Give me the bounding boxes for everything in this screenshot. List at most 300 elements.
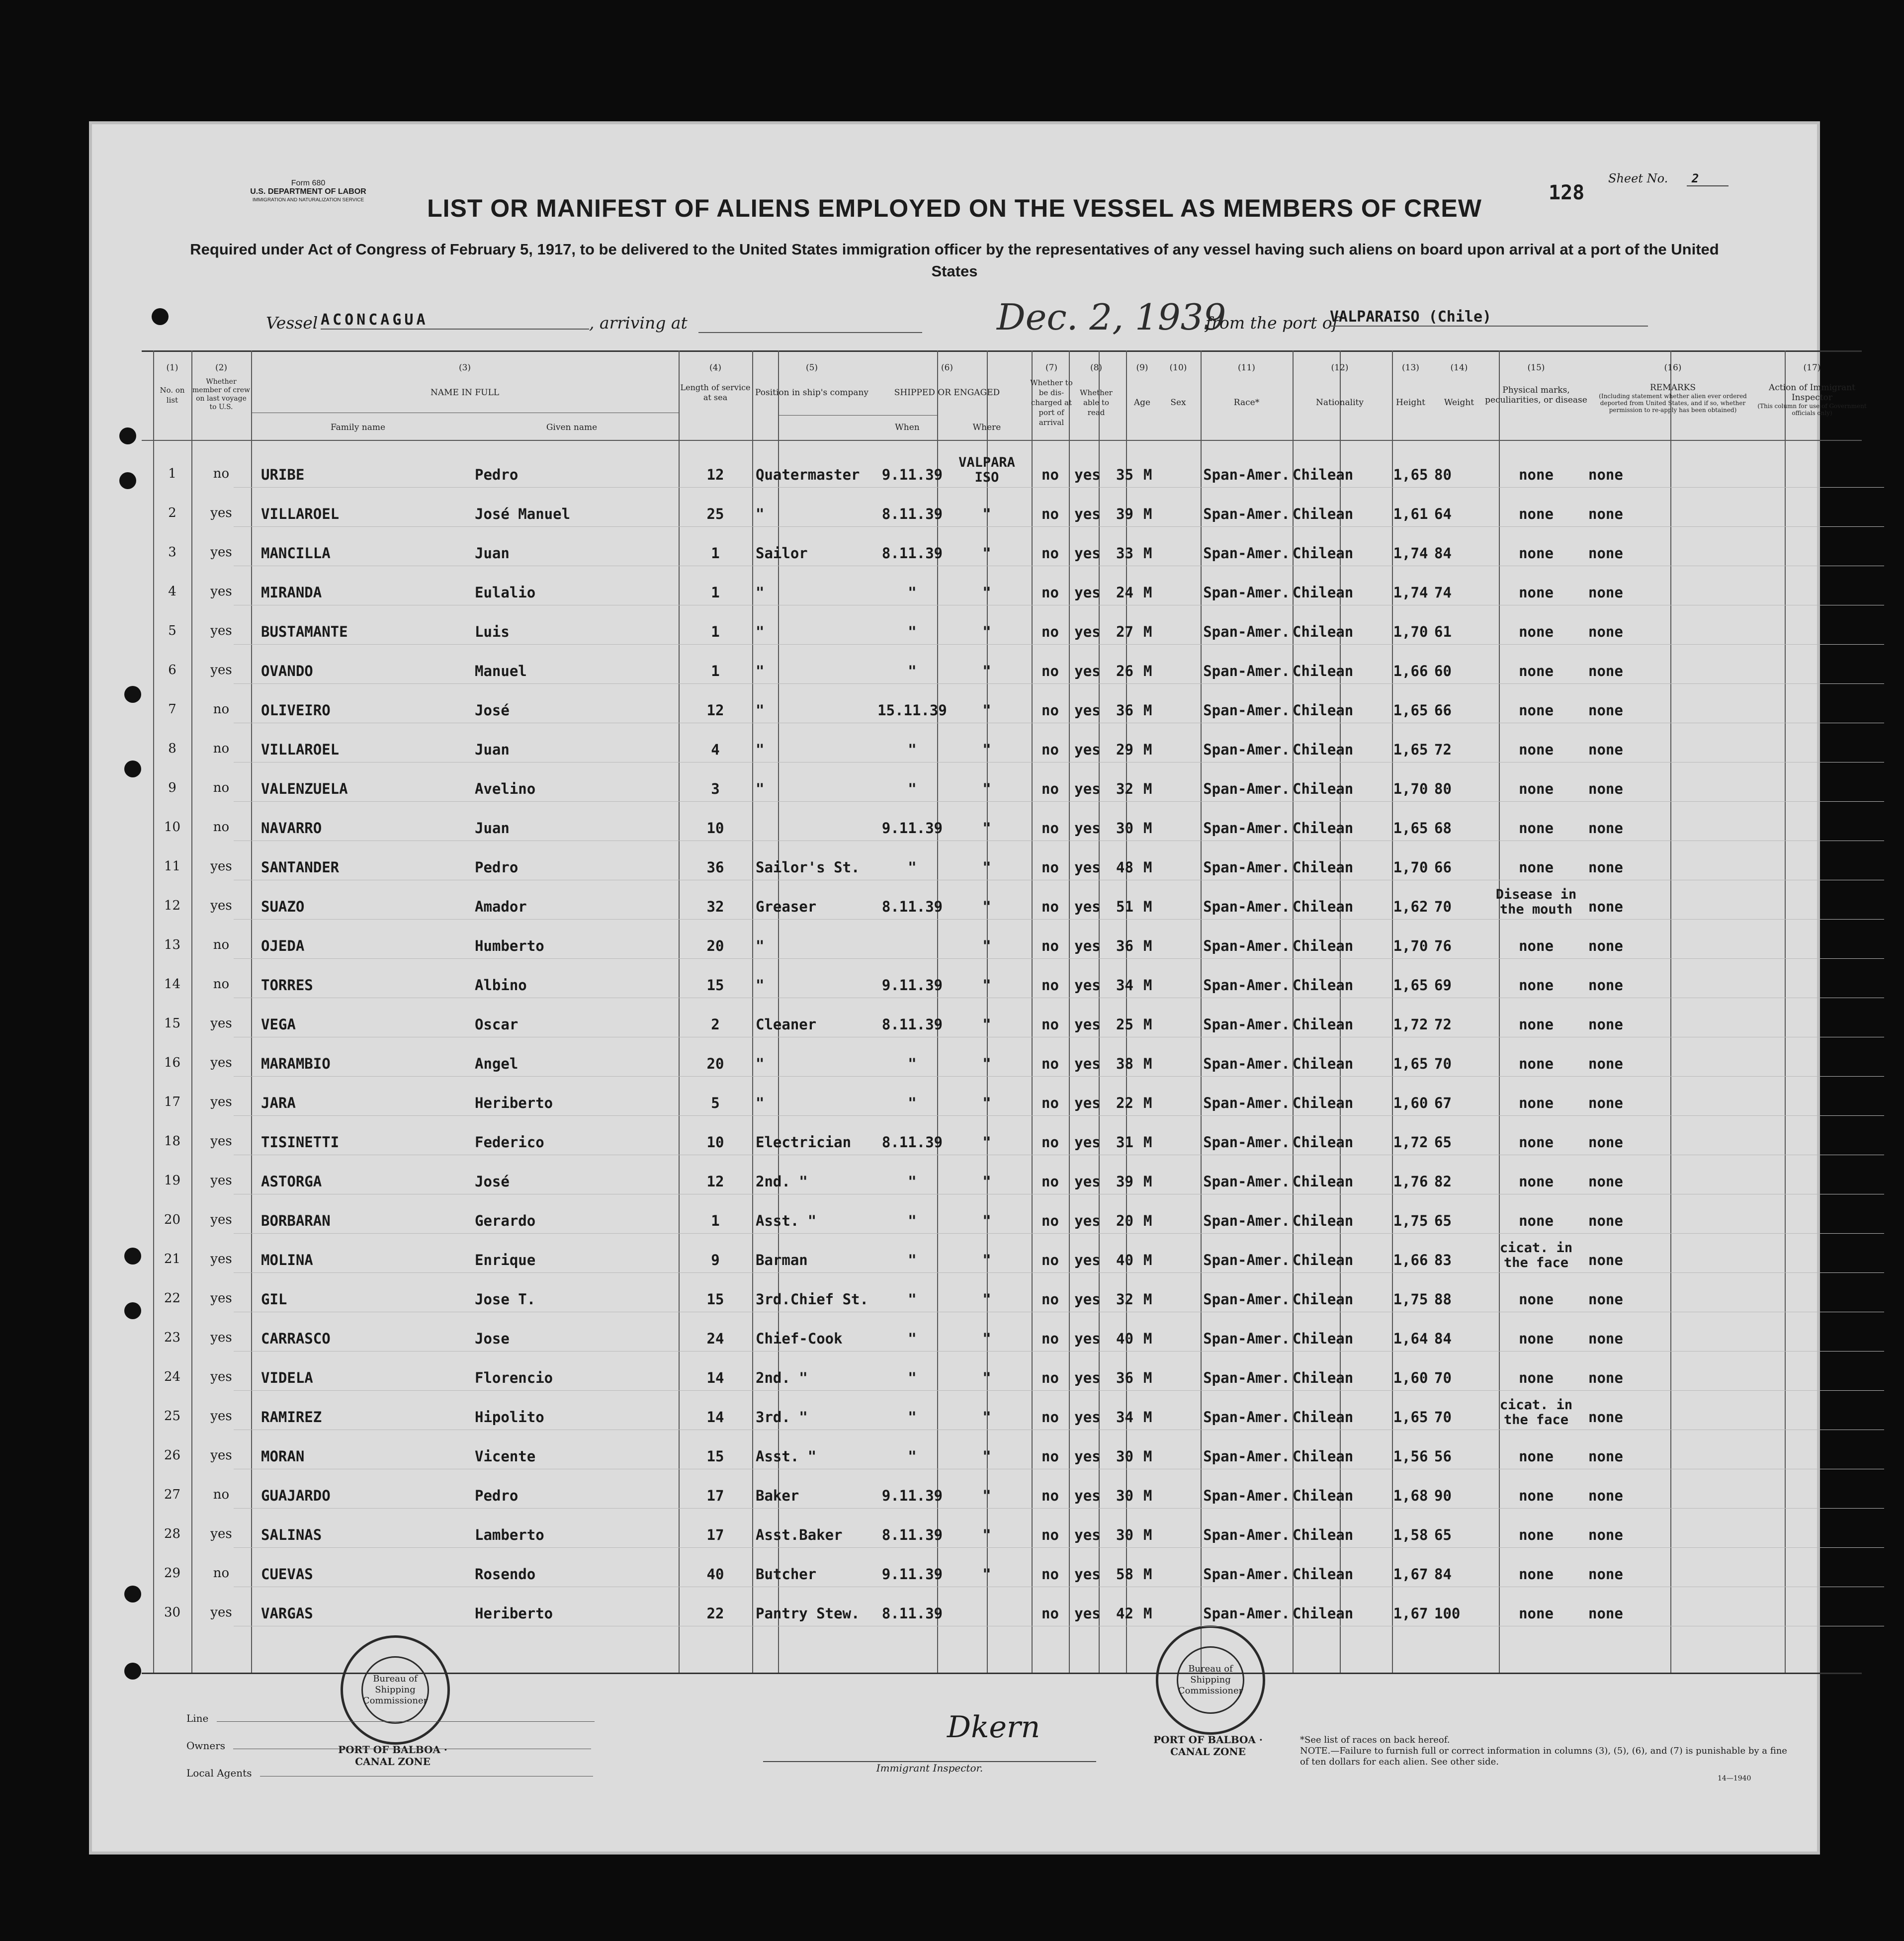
race-cell: Span-Amer. bbox=[1203, 1605, 1290, 1622]
service-length-cell: 1 bbox=[711, 623, 720, 640]
row-rule bbox=[234, 801, 1884, 802]
age-cell: 39 bbox=[1116, 506, 1133, 522]
prev-voyage-cell: yes bbox=[210, 623, 232, 638]
row-number-cell: 10 bbox=[164, 820, 181, 835]
height-cell: 1,60 bbox=[1393, 1369, 1428, 1386]
shipped-when-cell: " bbox=[908, 1448, 917, 1465]
nationality-cell: Chilean bbox=[1293, 741, 1354, 758]
race-cell: Span-Amer. bbox=[1203, 1448, 1290, 1465]
col-number: (14) bbox=[1450, 363, 1468, 373]
weight-cell: 72 bbox=[1434, 741, 1452, 758]
race-cell: Span-Amer. bbox=[1203, 1566, 1290, 1583]
service-length-cell: 12 bbox=[706, 702, 724, 719]
discharged-cell: no bbox=[1041, 623, 1059, 640]
row-number-cell: 18 bbox=[164, 1134, 181, 1149]
remarks-cell: none bbox=[1588, 1448, 1623, 1465]
remarks-cell: none bbox=[1588, 1016, 1623, 1033]
weight-cell: 65 bbox=[1434, 1134, 1452, 1151]
row-rule bbox=[234, 1233, 1884, 1234]
nationality-cell: Chilean bbox=[1293, 663, 1354, 679]
service-length-cell: 2 bbox=[711, 1016, 720, 1033]
col-number: (11) bbox=[1238, 363, 1255, 373]
shipped-when-cell: 8.11.39 bbox=[881, 1526, 943, 1543]
given-name-cell: Humberto bbox=[475, 937, 544, 954]
sex-cell: M bbox=[1143, 1566, 1152, 1583]
given-name-cell: Florencio bbox=[475, 1369, 553, 1386]
col-divider bbox=[1785, 350, 1786, 1673]
family-name-cell: MOLINA bbox=[261, 1252, 313, 1268]
sex-cell: M bbox=[1143, 937, 1152, 954]
row-number-cell: 21 bbox=[164, 1252, 181, 1266]
physical-marks-cell: none bbox=[1519, 780, 1554, 797]
height-cell: 1,67 bbox=[1393, 1605, 1428, 1622]
family-name-cell: CARRASCO bbox=[261, 1330, 331, 1347]
nationality-cell: Chilean bbox=[1293, 977, 1354, 994]
col-number: (7) bbox=[1045, 363, 1058, 373]
weight-cell: 70 bbox=[1434, 1369, 1452, 1386]
shipped-where-cell: " bbox=[982, 1369, 991, 1386]
col-label: Action of Immigrant Inspector bbox=[1769, 383, 1855, 403]
given-name-cell: Juan bbox=[475, 820, 510, 837]
shipped-when-cell: " bbox=[908, 1291, 917, 1308]
shipped-where-cell: " bbox=[982, 780, 991, 797]
sex-cell: M bbox=[1143, 1134, 1152, 1151]
col-number: (2) bbox=[215, 363, 228, 373]
prev-voyage-cell: yes bbox=[210, 1369, 232, 1384]
discharged-cell: no bbox=[1041, 1369, 1059, 1386]
page-number: 128 bbox=[1549, 181, 1585, 204]
given-name-cell: Albino bbox=[475, 977, 527, 994]
race-cell: Span-Amer. bbox=[1203, 1526, 1290, 1543]
shipped-where-cell: " bbox=[982, 702, 991, 719]
shipped-when-cell: 9.11.39 bbox=[881, 977, 943, 994]
sex-cell: M bbox=[1143, 1212, 1152, 1229]
local-agents-field bbox=[186, 1767, 593, 1779]
remarks-cell: none bbox=[1588, 545, 1623, 562]
row-number-cell: 1 bbox=[168, 466, 176, 481]
row-number-cell: 4 bbox=[168, 584, 176, 599]
given-name-cell: Enrique bbox=[475, 1252, 536, 1268]
sex-cell: M bbox=[1143, 1330, 1152, 1347]
col-header-when: When bbox=[895, 422, 920, 432]
sex-cell: M bbox=[1143, 1095, 1152, 1111]
prev-voyage-cell: yes bbox=[210, 545, 232, 560]
shipped-when-cell: " bbox=[908, 780, 917, 797]
shipped-when-cell: " bbox=[908, 623, 917, 640]
weight-cell: 84 bbox=[1434, 545, 1452, 562]
shipped-subheader-rule bbox=[778, 415, 937, 416]
row-rule bbox=[234, 1076, 1884, 1077]
position-cell: " bbox=[756, 506, 765, 522]
nationality-cell: Chilean bbox=[1293, 506, 1354, 522]
race-cell: Span-Amer. bbox=[1203, 1016, 1290, 1033]
race-cell: Span-Amer. bbox=[1203, 977, 1290, 994]
stamp-inner-text: Bureau of Shipping Commissioner bbox=[361, 1656, 429, 1724]
prev-voyage-cell: no bbox=[213, 741, 230, 756]
height-cell: 1,67 bbox=[1393, 1566, 1428, 1583]
punch-hole bbox=[124, 1663, 141, 1680]
sex-cell: M bbox=[1143, 1409, 1152, 1426]
age-cell: 32 bbox=[1116, 1291, 1133, 1308]
col-header-no bbox=[153, 363, 191, 405]
position-cell: Sailor's St. bbox=[756, 859, 860, 876]
age-cell: 30 bbox=[1116, 1487, 1133, 1504]
position-cell: Sailor bbox=[756, 545, 808, 562]
punch-hole bbox=[152, 308, 169, 325]
departure-port: VALPARAISO (Chile) bbox=[1330, 308, 1648, 327]
row-number-cell: 19 bbox=[164, 1173, 181, 1188]
col-header-name bbox=[251, 363, 679, 398]
row-rule bbox=[234, 526, 1884, 527]
shipped-where-cell: " bbox=[982, 1252, 991, 1268]
height-cell: 1,66 bbox=[1393, 663, 1428, 679]
race-cell: Span-Amer. bbox=[1203, 1055, 1290, 1072]
able-to-read-cell: yes bbox=[1074, 466, 1101, 483]
from-port-label: from the port of bbox=[1206, 313, 1338, 333]
shipped-where-cell: " bbox=[982, 1409, 991, 1426]
shipped-when-cell: 8.11.39 bbox=[881, 545, 943, 562]
sex-cell: M bbox=[1143, 977, 1152, 994]
age-cell: 30 bbox=[1116, 1526, 1133, 1543]
physical-marks-cell: cicat. in the face bbox=[1499, 1240, 1573, 1270]
service-length-cell: 22 bbox=[706, 1605, 724, 1622]
race-cell: Span-Amer. bbox=[1203, 898, 1290, 915]
race-cell: Span-Amer. bbox=[1203, 1369, 1290, 1386]
weight-cell: 68 bbox=[1434, 820, 1452, 837]
remarks-cell: none bbox=[1588, 1605, 1623, 1622]
given-name-cell: Juan bbox=[475, 545, 510, 562]
remarks-cell: none bbox=[1588, 859, 1623, 876]
family-name-cell: OVANDO bbox=[261, 663, 313, 679]
prev-voyage-cell: yes bbox=[210, 1448, 232, 1463]
age-cell: 36 bbox=[1116, 702, 1133, 719]
shipped-where-cell: " bbox=[982, 820, 991, 837]
page-subtitle: Required under Act of Congress of February 5, 1917, to be delivered to the United States immigration officer by the representatives of any vessel having such aliens on board upon arrival at a port of the United States bbox=[190, 241, 1719, 280]
col-number: (4) bbox=[709, 363, 722, 373]
position-cell: " bbox=[756, 1055, 765, 1072]
prev-voyage-cell: yes bbox=[210, 1134, 232, 1149]
nationality-cell: Chilean bbox=[1293, 702, 1354, 719]
prev-voyage-cell: yes bbox=[210, 1095, 232, 1109]
col-header-service bbox=[679, 363, 752, 403]
col-label: Age bbox=[1133, 398, 1151, 408]
height-cell: 1,56 bbox=[1393, 1448, 1428, 1465]
position-cell: Greaser bbox=[756, 898, 817, 915]
discharged-cell: no bbox=[1041, 1330, 1059, 1347]
footer-notes bbox=[1300, 1735, 1797, 1768]
remarks-cell: none bbox=[1588, 584, 1623, 601]
age-cell: 32 bbox=[1116, 780, 1133, 797]
discharged-cell: no bbox=[1041, 584, 1059, 601]
age-cell: 27 bbox=[1116, 623, 1133, 640]
physical-marks-cell: none bbox=[1519, 1566, 1554, 1583]
shipped-when-cell: 8.11.39 bbox=[881, 1016, 943, 1033]
shipped-when-cell: " bbox=[908, 1055, 917, 1072]
shipped-when-cell: " bbox=[908, 1369, 917, 1386]
shipped-when-cell: 9.11.39 bbox=[881, 466, 943, 483]
height-cell: 1,70 bbox=[1393, 859, 1428, 876]
col-header-shipped bbox=[867, 363, 1027, 398]
physical-marks-cell: none bbox=[1519, 506, 1554, 522]
shipped-where-cell: " bbox=[982, 1095, 991, 1111]
row-number-cell: 26 bbox=[164, 1448, 181, 1463]
height-cell: 1,74 bbox=[1393, 584, 1428, 601]
age-cell: 36 bbox=[1116, 937, 1133, 954]
height-cell: 1,70 bbox=[1393, 780, 1428, 797]
family-name-cell: BORBARAN bbox=[261, 1212, 331, 1229]
col-label: Height bbox=[1396, 398, 1425, 408]
age-cell: 29 bbox=[1116, 741, 1133, 758]
shipped-where-cell: " bbox=[982, 1173, 991, 1190]
service-length-cell: 10 bbox=[706, 1134, 724, 1151]
able-to-read-cell: yes bbox=[1074, 898, 1101, 915]
col-label: No. on list bbox=[160, 386, 185, 405]
service-length-cell: 4 bbox=[711, 741, 720, 758]
able-to-read-cell: yes bbox=[1074, 1605, 1101, 1622]
prev-voyage-cell: yes bbox=[210, 584, 232, 599]
vessel-label: Vessel bbox=[266, 313, 318, 333]
row-number-cell: 7 bbox=[168, 702, 176, 717]
col-header-given-name: Given name bbox=[546, 422, 598, 432]
col-label: SHIPPED OR ENGAGED bbox=[894, 388, 1000, 398]
position-cell: Quatermaster bbox=[756, 466, 860, 483]
weight-cell: 83 bbox=[1434, 1252, 1452, 1268]
punch-hole bbox=[124, 760, 141, 777]
official-stamp-right bbox=[1156, 1625, 1265, 1735]
manifest-sheet bbox=[92, 124, 1867, 1852]
given-name-cell: Vicente bbox=[475, 1448, 536, 1465]
row-rule bbox=[234, 683, 1884, 684]
punch-hole bbox=[124, 1302, 141, 1319]
race-cell: Span-Amer. bbox=[1203, 545, 1290, 562]
remarks-cell: none bbox=[1588, 1330, 1623, 1347]
physical-marks-cell: none bbox=[1519, 1526, 1554, 1543]
able-to-read-cell: yes bbox=[1074, 702, 1101, 719]
sex-cell: M bbox=[1143, 780, 1152, 797]
row-number-cell: 13 bbox=[164, 937, 181, 952]
col-header-race bbox=[1201, 363, 1293, 408]
position-cell: Pantry Stew. bbox=[756, 1605, 860, 1622]
given-name-cell: Heriberto bbox=[475, 1605, 553, 1622]
shipped-where-cell: " bbox=[982, 1212, 991, 1229]
given-name-cell: Oscar bbox=[475, 1016, 519, 1033]
prev-voyage-cell: yes bbox=[210, 1212, 232, 1227]
remarks-cell: none bbox=[1588, 937, 1623, 954]
nationality-cell: Chilean bbox=[1293, 1095, 1354, 1111]
prev-voyage-cell: yes bbox=[210, 1055, 232, 1070]
prev-voyage-cell: yes bbox=[210, 859, 232, 874]
sex-cell: M bbox=[1143, 584, 1152, 601]
nationality-cell: Chilean bbox=[1293, 1291, 1354, 1308]
col-header-nationality bbox=[1293, 363, 1387, 408]
sex-cell: M bbox=[1143, 820, 1152, 837]
sex-cell: M bbox=[1143, 1291, 1152, 1308]
remarks-cell: none bbox=[1588, 506, 1623, 522]
sheet-number-label bbox=[1608, 171, 1729, 185]
service-length-cell: 20 bbox=[706, 1055, 724, 1072]
shipped-when-cell: " bbox=[908, 1173, 917, 1190]
age-cell: 22 bbox=[1116, 1095, 1133, 1111]
department-name: U.S. DEPARTMENT OF LABOR bbox=[250, 187, 366, 196]
shipped-when-cell: 8.11.39 bbox=[881, 898, 943, 915]
weight-cell: 80 bbox=[1434, 780, 1452, 797]
service-length-cell: 3 bbox=[711, 780, 720, 797]
age-cell: 33 bbox=[1116, 545, 1133, 562]
row-number-cell: 15 bbox=[164, 1016, 181, 1031]
row-number-cell: 23 bbox=[164, 1330, 181, 1345]
col-header-family-name: Family name bbox=[330, 422, 386, 432]
weight-cell: 70 bbox=[1434, 1055, 1452, 1072]
remarks-cell: none bbox=[1588, 1095, 1623, 1111]
owners-field bbox=[186, 1740, 591, 1752]
prev-voyage-cell: no bbox=[213, 780, 230, 795]
prev-voyage-cell: yes bbox=[210, 1173, 232, 1188]
prev-voyage-cell: no bbox=[213, 977, 230, 992]
service-length-cell: 10 bbox=[706, 820, 724, 837]
service-length-cell: 24 bbox=[706, 1330, 724, 1347]
able-to-read-cell: yes bbox=[1074, 1173, 1101, 1190]
punch-hole bbox=[124, 1248, 141, 1265]
nationality-cell: Chilean bbox=[1293, 1448, 1354, 1465]
physical-marks-cell: Disease in the mouth bbox=[1495, 887, 1577, 917]
col-number: (17) bbox=[1803, 363, 1821, 373]
stamp-inner-text: Bureau of Shipping Commissioner bbox=[1177, 1646, 1244, 1714]
height-cell: 1,65 bbox=[1393, 741, 1428, 758]
given-name-cell: Jose bbox=[475, 1330, 510, 1347]
position-cell: " bbox=[756, 623, 765, 640]
service-length-cell: 15 bbox=[706, 977, 724, 994]
able-to-read-cell: yes bbox=[1074, 1487, 1101, 1504]
shipped-when-cell: " bbox=[908, 1095, 917, 1111]
race-cell: Span-Amer. bbox=[1203, 780, 1290, 797]
service-length-cell: 1 bbox=[711, 663, 720, 679]
remarks-cell: none bbox=[1588, 741, 1623, 758]
prev-voyage-cell: no bbox=[213, 1566, 230, 1581]
age-cell: 38 bbox=[1116, 1055, 1133, 1072]
race-cell: Span-Amer. bbox=[1203, 466, 1290, 483]
sex-cell: M bbox=[1143, 859, 1152, 876]
height-cell: 1,60 bbox=[1393, 1095, 1428, 1111]
weight-cell: 61 bbox=[1434, 623, 1452, 640]
stamp-left-caption: PORT OF BALBOA · CANAL ZONE bbox=[338, 1744, 447, 1768]
nationality-cell: Chilean bbox=[1293, 623, 1354, 640]
col-header-sex bbox=[1161, 363, 1196, 408]
col-header-discharged bbox=[1027, 363, 1076, 427]
nationality-cell: Chilean bbox=[1293, 1330, 1354, 1347]
height-cell: 1,65 bbox=[1393, 466, 1428, 483]
row-number-cell: 12 bbox=[164, 898, 181, 913]
col-number: (8) bbox=[1090, 363, 1103, 373]
remarks-cell: none bbox=[1588, 780, 1623, 797]
physical-marks-cell: none bbox=[1519, 1487, 1554, 1504]
height-cell: 1,68 bbox=[1393, 1487, 1428, 1504]
page-title: LIST OR MANIFEST OF ALIENS EMPLOYED ON THE VESSEL AS MEMBERS OF CREW bbox=[427, 194, 1482, 222]
col-header-inspector bbox=[1757, 363, 1867, 417]
row-number-cell: 2 bbox=[168, 506, 176, 520]
race-cell: Span-Amer. bbox=[1203, 1212, 1290, 1229]
race-cell: Span-Amer. bbox=[1203, 937, 1290, 954]
given-name-cell: José Manuel bbox=[475, 506, 571, 522]
family-name-cell: GIL bbox=[261, 1291, 287, 1308]
service-length-cell: 20 bbox=[706, 937, 724, 954]
height-cell: 1,64 bbox=[1393, 1330, 1428, 1347]
nationality-cell: Chilean bbox=[1293, 545, 1354, 562]
nationality-cell: Chilean bbox=[1293, 1566, 1354, 1583]
row-rule bbox=[234, 644, 1884, 645]
physical-marks-cell: cicat. in the face bbox=[1499, 1397, 1573, 1428]
remarks-cell: none bbox=[1588, 623, 1623, 640]
given-name-cell: Pedro bbox=[475, 466, 519, 483]
family-name-cell: URIBE bbox=[261, 466, 305, 483]
col-header-remarks bbox=[1588, 363, 1757, 414]
inspector-label: Immigrant Inspector. bbox=[763, 1761, 1096, 1774]
sex-cell: M bbox=[1143, 466, 1152, 483]
sex-cell: M bbox=[1143, 545, 1152, 562]
discharged-cell: no bbox=[1041, 1487, 1059, 1504]
weight-cell: 66 bbox=[1434, 702, 1452, 719]
vessel-line bbox=[266, 296, 1757, 343]
race-cell: Span-Amer. bbox=[1203, 1291, 1290, 1308]
weight-cell: 70 bbox=[1434, 1409, 1452, 1426]
row-number-cell: 16 bbox=[164, 1055, 181, 1070]
sex-cell: M bbox=[1143, 741, 1152, 758]
shipped-when-cell: " bbox=[908, 584, 917, 601]
race-cell: Span-Amer. bbox=[1203, 820, 1290, 837]
weight-cell: 90 bbox=[1434, 1487, 1452, 1504]
family-name-cell: OLIVEIRO bbox=[261, 702, 331, 719]
age-cell: 26 bbox=[1116, 663, 1133, 679]
age-cell: 42 bbox=[1116, 1605, 1133, 1622]
discharged-cell: no bbox=[1041, 663, 1059, 679]
shipped-where-cell: " bbox=[982, 1487, 991, 1504]
able-to-read-cell: yes bbox=[1074, 1016, 1101, 1033]
family-name-cell: RAMIREZ bbox=[261, 1409, 322, 1426]
position-cell: 3rd.Chief St. bbox=[756, 1291, 868, 1308]
position-cell: 2nd. " bbox=[756, 1369, 808, 1386]
official-stamp-left bbox=[341, 1635, 450, 1745]
age-cell: 40 bbox=[1116, 1330, 1133, 1347]
remarks-cell: none bbox=[1588, 1291, 1623, 1308]
family-name-cell: TORRES bbox=[261, 977, 313, 994]
height-cell: 1,70 bbox=[1393, 937, 1428, 954]
height-cell: 1,66 bbox=[1393, 1252, 1428, 1268]
shipped-when-cell: 9.11.39 bbox=[881, 1566, 943, 1583]
shipped-when-cell: 9.11.39 bbox=[881, 1487, 943, 1504]
header-bottom-rule bbox=[142, 440, 1862, 441]
remarks-cell: none bbox=[1588, 1134, 1623, 1151]
col-number: (5) bbox=[805, 363, 818, 373]
age-cell: 20 bbox=[1116, 1212, 1133, 1229]
able-to-read-cell: yes bbox=[1074, 1055, 1101, 1072]
race-cell: Span-Amer. bbox=[1203, 859, 1290, 876]
family-name-cell: VILLAROEL bbox=[261, 506, 340, 522]
age-cell: 25 bbox=[1116, 1016, 1133, 1033]
nationality-cell: Chilean bbox=[1293, 1055, 1354, 1072]
shipped-where-cell: " bbox=[982, 584, 991, 601]
service-length-cell: 5 bbox=[711, 1095, 720, 1111]
able-to-read-cell: yes bbox=[1074, 1291, 1101, 1308]
sex-cell: M bbox=[1143, 1252, 1152, 1268]
service-length-cell: 12 bbox=[706, 466, 724, 483]
sex-cell: M bbox=[1143, 1016, 1152, 1033]
nationality-cell: Chilean bbox=[1293, 937, 1354, 954]
sex-cell: M bbox=[1143, 1369, 1152, 1386]
able-to-read-cell: yes bbox=[1074, 977, 1101, 994]
col-label: Length of service at sea bbox=[680, 383, 751, 402]
shipped-where-cell: " bbox=[982, 545, 991, 562]
weight-cell: 65 bbox=[1434, 1212, 1452, 1229]
shipped-where-cell: " bbox=[982, 663, 991, 679]
